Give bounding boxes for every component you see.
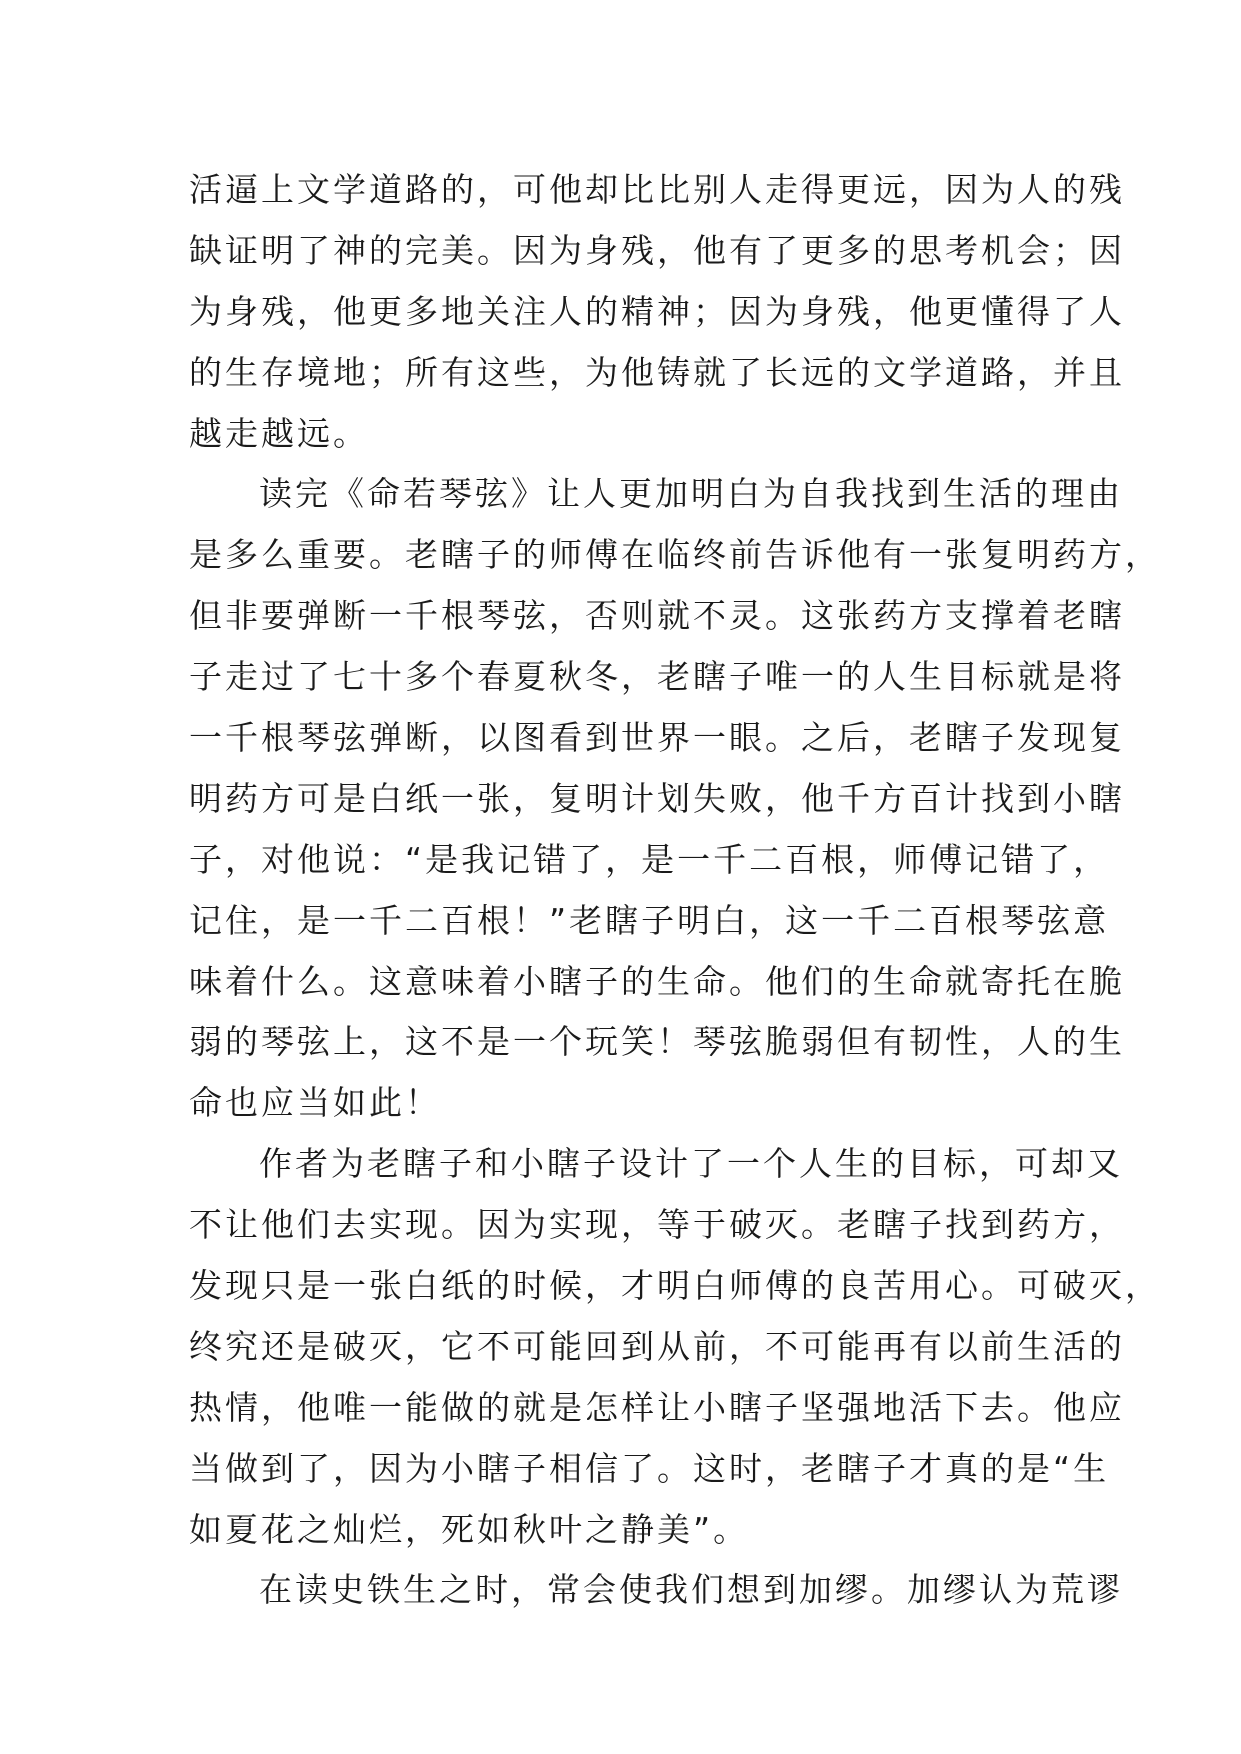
- text-line: 明药方可是白纸一张，复明计划失败，他千方百计找到小瞎: [189, 778, 1125, 818]
- text-line: 不让他们去实现。因为实现，等于破灭。老瞎子找到药方，: [189, 1205, 1125, 1245]
- text-line: 弱的琴弦上，这不是一个玩笑！琴弦脆弱但有韧性，人的生: [189, 1022, 1125, 1062]
- text-line: 当做到了，因为小瞎子相信了。这时，老瞎子才真的是“生: [189, 1448, 1110, 1488]
- text-line: 一千根琴弦弹断，以图看到世界一眼。之后，老瞎子发现复: [189, 718, 1125, 758]
- paragraph-first-line: 在读史铁生之时，常会使我们想到加缪。加缪认为荒谬: [259, 1570, 1123, 1610]
- paragraph-first-line: 作者为老瞎子和小瞎子设计了一个人生的目标，可却又: [259, 1144, 1123, 1184]
- text-line: 发现只是一张白纸的时候，才明白师傅的良苦用心。可破灭，: [189, 1266, 1161, 1306]
- text-line: 的生存境地；所有这些，为他铸就了长远的文学道路，并且: [189, 352, 1125, 392]
- text-line: 记住，是一千二百根！”老瞎子明白，这一千二百根琴弦意: [189, 900, 1110, 940]
- text-line: 但非要弹断一千根琴弦，否则就不灵。这张药方支撑着老瞎: [189, 596, 1125, 636]
- text-line: 越走越远。: [189, 413, 369, 453]
- text-line: 如夏花之灿烂，死如秋叶之静美”。: [189, 1509, 750, 1549]
- text-line: 热情，他唯一能做的就是怎样让小瞎子坚强地活下去。他应: [189, 1387, 1125, 1427]
- paragraph-first-line: 读完《命若琴弦》让人更加明白为自我找到生活的理由: [259, 474, 1123, 514]
- text-line: 命也应当如此！: [189, 1083, 441, 1123]
- text-line: 是多么重要。老瞎子的师傅在临终前告诉他有一张复明药方，: [189, 535, 1161, 575]
- text-line: 子，对他说：“是我记错了，是一千二百根，师傅记错了，: [189, 839, 1110, 879]
- body-text: [189, 160, 1161, 1621]
- text-line: 缺证明了神的完美。因为身残，他有了更多的思考机会；因: [189, 230, 1125, 270]
- text-line: 终究还是破灭，它不可能回到从前，不可能再有以前生活的: [189, 1326, 1125, 1366]
- text-line: 为身残，他更多地关注人的精神；因为身残，他更懂得了人: [189, 291, 1125, 331]
- text-line: 子走过了七十多个春夏秋冬，老瞎子唯一的人生目标就是将: [189, 657, 1125, 697]
- text-line: 活逼上文学道路的，可他却比比别人走得更远，因为人的残: [189, 170, 1125, 209]
- text-line: 味着什么。这意味着小瞎子的生命。他们的生命就寄托在脆: [189, 961, 1125, 1001]
